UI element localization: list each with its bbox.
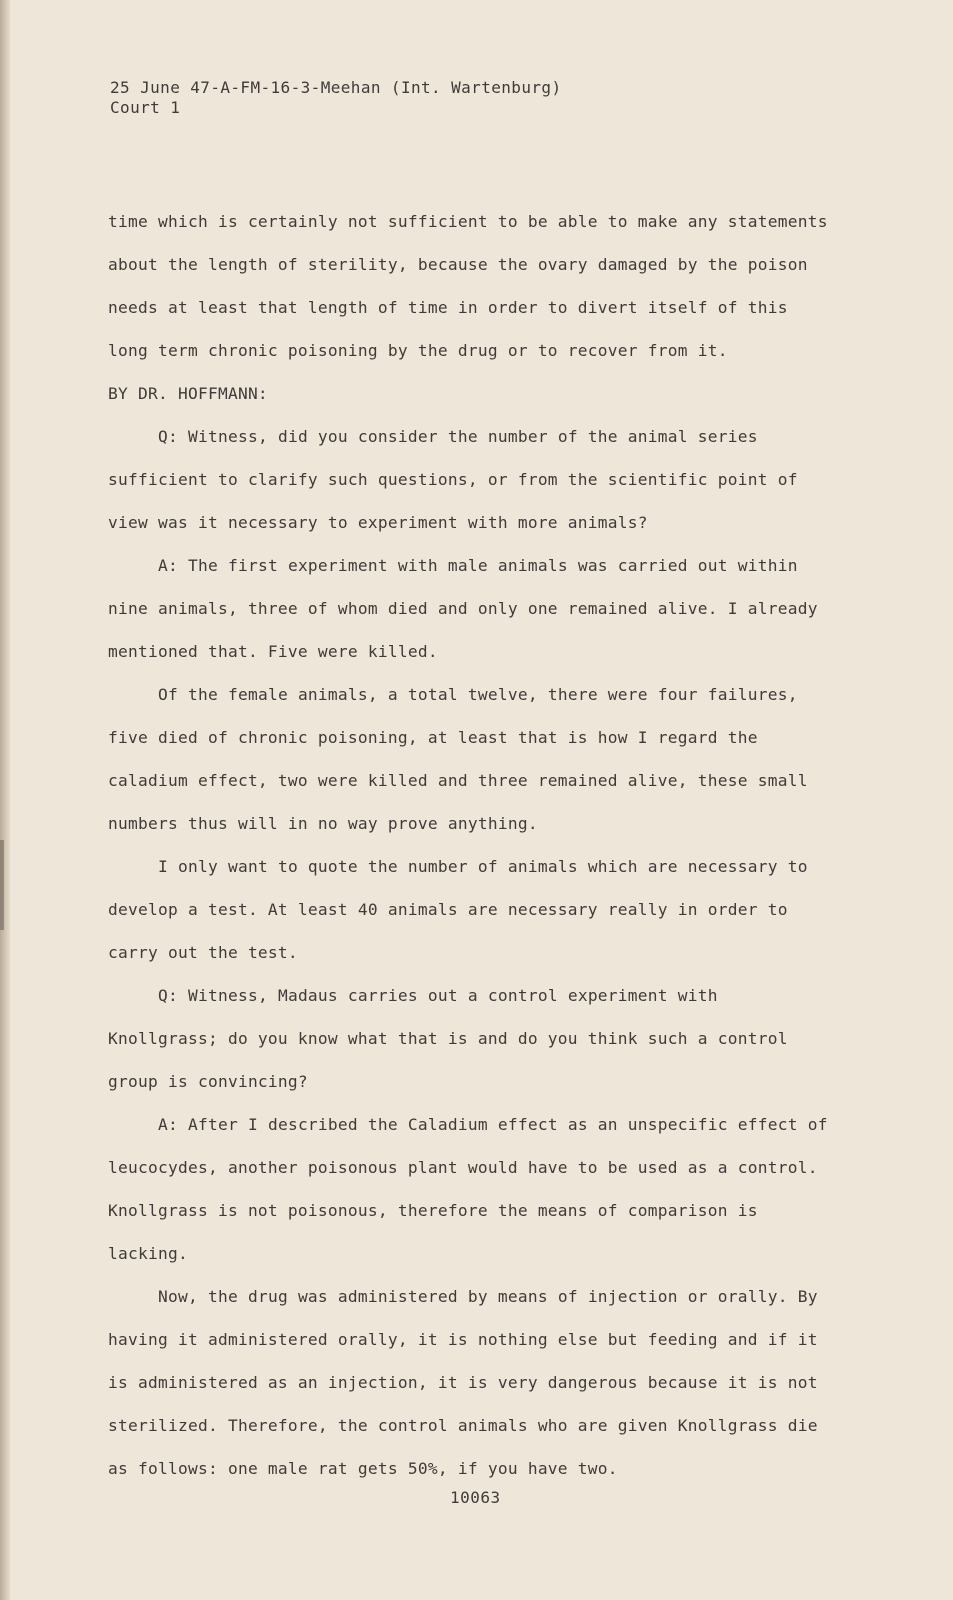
transcript-body bbox=[108, 200, 828, 1490]
speaker-heading: BY DR. HOFFMANN: bbox=[108, 384, 268, 403]
page-left-edge bbox=[0, 0, 10, 1600]
header-line-1: 25 June 47-A-FM-16-3-Meehan (Int. Wartenburg) bbox=[110, 78, 562, 97]
binding-mark bbox=[0, 840, 4, 930]
page-number: 10063 bbox=[450, 1488, 501, 1507]
answer-paragraph: A: The first experiment with male animals was carried out within nine animals, three of whom died and only one remained alive. I already mentioned that. Five were killed. bbox=[108, 556, 818, 661]
question-paragraph: Q: Witness, Madaus carries out a control experiment with Knollgrass; do you know what that is and do you think such a control group is convincing? bbox=[108, 986, 788, 1091]
answer-paragraph: Of the female animals, a total twelve, there were four failures, five died of chronic poisoning, at least that is how I regard the caladium effect, two were killed and three remained alive, these small numbers thus will in no way prove anything. bbox=[108, 685, 808, 833]
header-line-2: Court 1 bbox=[110, 98, 181, 117]
paragraph-continuation: time which is certainly not sufficient to be able to make any statements about the length of sterility, because the ovary damaged by the poison needs at least that length of time in order to divert itself of this long term chronic poisoning by the drug or to recover from it. bbox=[108, 212, 828, 360]
answer-paragraph: A: After I described the Caladium effect as an unspecific effect of leucocydes, another poisonous plant would have to be used as a control. Knollgrass is not poisonous, therefore the means of comparison is lacking. bbox=[108, 1115, 828, 1263]
answer-paragraph: Now, the drug was administered by means of injection or orally. By having it administered orally, it is nothing else but feeding and if it is administered as an injection, it is very dangerous because it is not sterilized. Therefore, the control animals who are given Knollgrass die as follows: one male rat gets 50%, if you have two. bbox=[108, 1287, 818, 1478]
answer-paragraph: I only want to quote the number of animals which are necessary to develop a test. At least 40 animals are necessary really in order to carry out the test. bbox=[108, 857, 808, 962]
question-paragraph: Q: Witness, did you consider the number of the animal series sufficient to clarify such questions, or from the scientific point of view was it necessary to experiment with more animals? bbox=[108, 427, 798, 532]
document-header bbox=[110, 78, 561, 118]
